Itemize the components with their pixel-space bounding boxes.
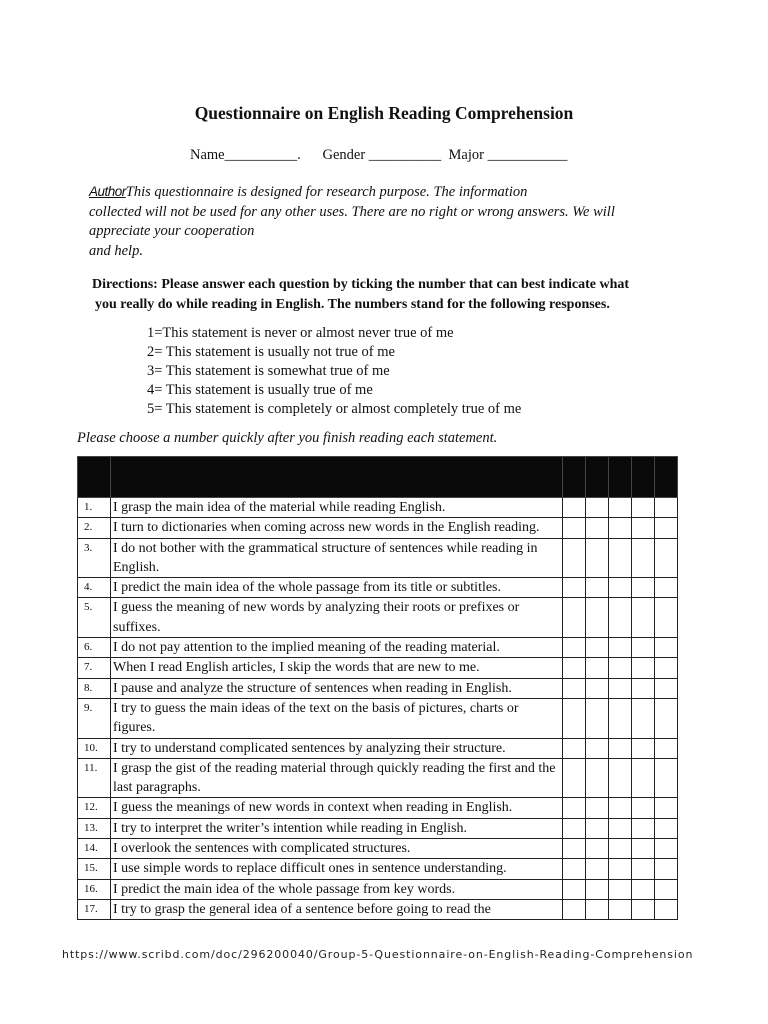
scale-item-1: 1=This statement is never or almost never true of me [147,325,454,341]
response-box-3[interactable] [609,738,632,758]
response-box-2[interactable] [586,578,609,598]
author-statement [89,182,689,261]
response-box-1[interactable] [563,578,586,598]
questionnaire-table [77,456,678,920]
response-box-1[interactable] [563,518,586,538]
response-box-2[interactable] [586,738,609,758]
table-row [78,698,678,738]
response-box-5[interactable] [655,758,678,798]
response-box-4[interactable] [632,518,655,538]
response-box-5[interactable] [655,498,678,518]
table-row [78,638,678,658]
table-row [78,818,678,838]
response-box-4[interactable] [632,538,655,578]
response-box-3[interactable] [609,498,632,518]
response-box-3[interactable] [609,859,632,879]
response-box-5[interactable] [655,839,678,859]
response-box-4[interactable] [632,879,655,899]
response-box-3[interactable] [609,658,632,678]
header-cell [111,457,563,498]
statement-number: 14. [78,839,111,859]
response-box-4[interactable] [632,899,655,919]
response-box-2[interactable] [586,899,609,919]
response-box-3[interactable] [609,518,632,538]
response-box-3[interactable] [609,698,632,738]
response-box-3[interactable] [609,879,632,899]
response-box-1[interactable] [563,899,586,919]
response-box-5[interactable] [655,678,678,698]
table-row [78,538,678,578]
response-box-4[interactable] [632,658,655,678]
statement-text: I guess the meanings of new words in context when reading in English. [111,798,563,818]
statement-number: 7. [78,658,111,678]
statement-text: I pause and analyze the structure of sentences when reading in English. [111,678,563,698]
response-box-2[interactable] [586,678,609,698]
respondent-info-line: Name__________. Gender __________ Major ___________ [190,147,568,163]
statement-text: I guess the meaning of new words by analyzing their roots or prefixes or suffixes. [111,598,563,638]
response-box-2[interactable] [586,818,609,838]
response-box-2[interactable] [586,498,609,518]
response-box-4[interactable] [632,758,655,798]
table-row [78,879,678,899]
statement-text: I grasp the gist of the reading material through quickly reading the first and the last paragraphs. [111,758,563,798]
response-box-3[interactable] [609,758,632,798]
header-cell [586,457,609,498]
statement-number: 2. [78,518,111,538]
response-box-4[interactable] [632,859,655,879]
response-box-3[interactable] [609,899,632,919]
response-box-2[interactable] [586,879,609,899]
author-label: Author [89,184,126,199]
scale-item-2: 2= This statement is usually not true of me [147,344,395,360]
table-row [78,738,678,758]
response-box-3[interactable] [609,839,632,859]
response-box-3[interactable] [609,818,632,838]
table-row [78,859,678,879]
statement-number: 11. [78,758,111,798]
statement-text: I predict the main idea of the whole passage from key words. [111,879,563,899]
response-scale [147,324,521,419]
header-cell [632,457,655,498]
table-row [78,578,678,598]
response-box-4[interactable] [632,818,655,838]
statement-number: 10. [78,738,111,758]
response-box-3[interactable] [609,638,632,658]
response-box-4[interactable] [632,638,655,658]
table-row [78,899,678,919]
header-cell [609,457,632,498]
statement-text: I do not bother with the grammatical structure of sentences while reading in English. [111,538,563,578]
table-row [78,498,678,518]
response-box-3[interactable] [609,578,632,598]
author-line-1 [89,182,689,203]
author-line-2: collected will not be used for any other uses. There are no right or wrong answers. We will [89,203,615,220]
page-title: Questionnaire on English Reading Comprehension [194,103,574,123]
response-box-1[interactable] [563,839,586,859]
directions-line-1: Directions: Please answer each question by ticking the number that can best indicate what [92,277,630,292]
response-box-2[interactable] [586,698,609,738]
response-box-1[interactable] [563,598,586,638]
statement-text: I try to grasp the general idea of a sentence before going to read the [111,899,563,919]
statement-number: 1. [78,498,111,518]
table-row [78,518,678,538]
instruction-note: Please choose a number quickly after you finish reading each statement. [77,430,498,446]
response-box-5[interactable] [655,638,678,658]
response-box-1[interactable] [563,859,586,879]
response-box-5[interactable] [655,899,678,919]
response-box-3[interactable] [609,798,632,818]
response-box-1[interactable] [563,538,586,578]
response-box-1[interactable] [563,498,586,518]
table-row [78,758,678,798]
response-box-4[interactable] [632,738,655,758]
table-row [78,798,678,818]
response-box-2[interactable] [586,839,609,859]
response-box-5[interactable] [655,578,678,598]
response-box-5[interactable] [655,518,678,538]
statement-number: 3. [78,538,111,578]
statement-number: 16. [78,879,111,899]
scale-item-3: 3= This statement is somewhat true of me [147,363,390,379]
statement-number: 17. [78,899,111,919]
statement-number: 6. [78,638,111,658]
response-box-5[interactable] [655,818,678,838]
response-box-5[interactable] [655,598,678,638]
table-row [78,658,678,678]
response-box-5[interactable] [655,879,678,899]
response-box-4[interactable] [632,698,655,738]
response-box-2[interactable] [586,758,609,798]
statement-text: I try to interpret the writer’s intention while reading in English. [111,818,563,838]
scale-item-4: 4= This statement is usually true of me [147,382,373,398]
response-box-4[interactable] [632,578,655,598]
response-box-1[interactable] [563,758,586,798]
response-box-4[interactable] [632,839,655,859]
response-box-1[interactable] [563,738,586,758]
response-box-1[interactable] [563,678,586,698]
response-box-5[interactable] [655,859,678,879]
statement-text: I use simple words to replace difficult ones in sentence understanding. [111,859,563,879]
author-line-3: appreciate your cooperation [89,223,255,239]
response-box-3[interactable] [609,598,632,638]
response-box-5[interactable] [655,658,678,678]
directions-line-2: you really do while reading in English. The numbers stand for the following responses. [95,296,610,312]
statement-text: I grasp the main idea of the material while reading English. [111,498,563,518]
statement-text: I try to guess the main ideas of the text on the basis of pictures, charts or figures. [111,698,563,738]
table-body [78,498,678,920]
response-box-4[interactable] [632,598,655,638]
response-box-5[interactable] [655,798,678,818]
statement-number: 15. [78,859,111,879]
statement-text: I try to understand complicated sentences by analyzing their structure. [111,738,563,758]
response-box-4[interactable] [632,798,655,818]
response-box-1[interactable] [563,798,586,818]
statement-text: I overlook the sentences with complicated structures. [111,839,563,859]
author-line-4: and help. [89,242,143,259]
response-box-5[interactable] [655,738,678,758]
response-box-2[interactable] [586,798,609,818]
statement-text: I predict the main idea of the whole passage from its title or subtitles. [111,578,563,598]
response-box-4[interactable] [632,498,655,518]
response-box-3[interactable] [609,678,632,698]
header-cell [78,457,111,498]
response-box-2[interactable] [586,638,609,658]
response-box-1[interactable] [563,879,586,899]
table-row [78,598,678,638]
response-box-2[interactable] [586,538,609,578]
response-box-1[interactable] [563,818,586,838]
response-box-5[interactable] [655,698,678,738]
response-box-1[interactable] [563,698,586,738]
response-box-5[interactable] [655,538,678,578]
statement-number: 5. [78,598,111,638]
statement-number: 13. [78,818,111,838]
response-box-2[interactable] [586,658,609,678]
header-cell [563,457,586,498]
statement-number: 8. [78,678,111,698]
statement-number: 9. [78,698,111,738]
source-url[interactable]: https://www.scribd.com/doc/296200040/Group-5-Questionnaire-on-English-Reading-Comprehension [62,948,694,961]
response-box-2[interactable] [586,518,609,538]
statement-text: I turn to dictionaries when coming across new words in the English reading. [111,518,563,538]
response-box-1[interactable] [563,658,586,678]
table-header-row [78,457,678,498]
statement-text: I do not pay attention to the implied meaning of the reading material. [111,638,563,658]
statement-text: When I read English articles, I skip the words that are new to me. [111,658,563,678]
response-box-2[interactable] [586,859,609,879]
response-box-2[interactable] [586,598,609,638]
table-row [78,839,678,859]
author-text-1: This questionnaire is designed for research purpose. The information [125,184,528,200]
response-box-4[interactable] [632,678,655,698]
directions [92,275,702,314]
table-row [78,678,678,698]
response-box-3[interactable] [609,538,632,578]
response-box-1[interactable] [563,638,586,658]
header-cell [655,457,678,498]
statement-number: 4. [78,578,111,598]
statement-number: 12. [78,798,111,818]
scale-item-5: 5= This statement is completely or almost completely true of me [147,401,522,417]
